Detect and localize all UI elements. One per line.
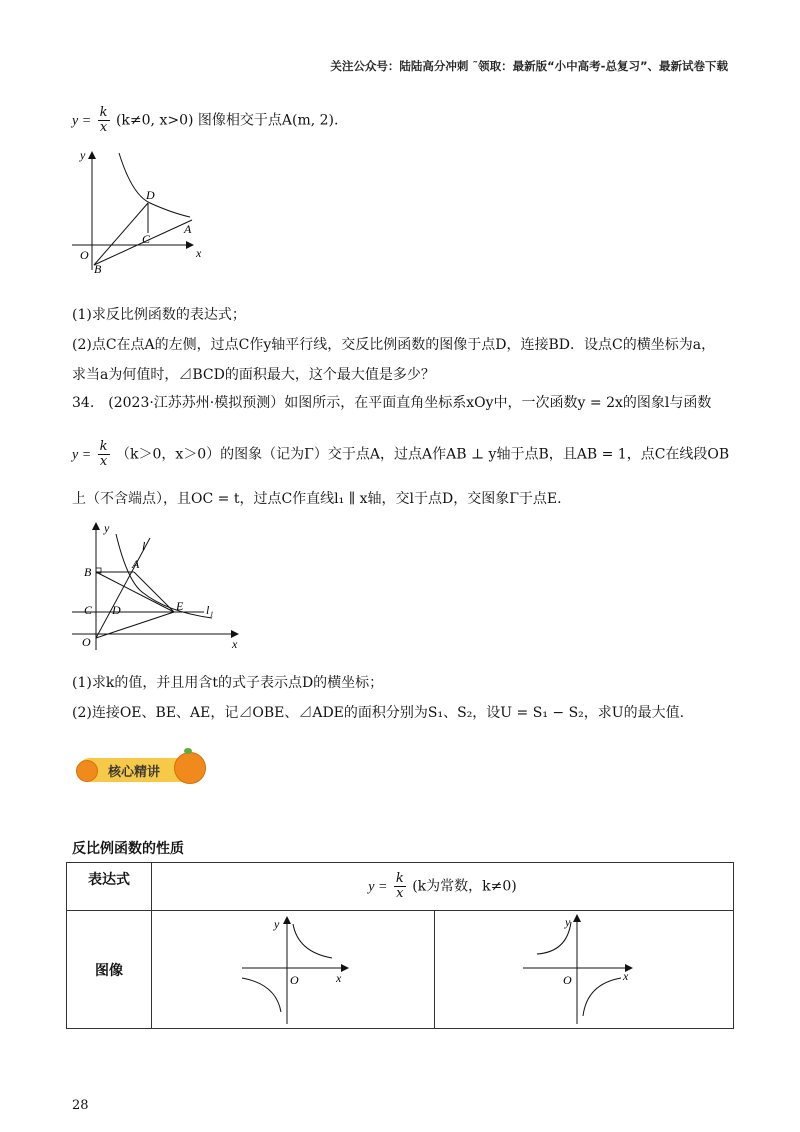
branch-quadrant-1 [293,924,332,958]
segment-ae [134,572,174,612]
condition: (k≠0, x>0) [115,112,194,129]
label-y: y [104,521,110,535]
label-x: x [623,968,629,983]
fraction-k-over-x [98,440,110,469]
segment-bd [94,203,148,265]
segment-be [96,572,174,612]
badge-label: 核心精讲 [108,765,161,780]
label-o: O [80,248,89,262]
problem34-line2 [72,440,729,469]
fraction-k-over-x [98,106,110,135]
fraction-denominator: x [99,454,108,469]
problem34-line3: 上（不含端点），且OC = t，过点C作直线l₁ ∥ x轴，交l于点D，交图象Γ于点E. [72,491,562,507]
label-b: B [84,565,92,579]
fraction-numerator: k [99,105,108,120]
graph-cell-negative-k [435,911,734,1029]
label-y: y [80,148,86,162]
problem33-function-line [72,106,338,135]
label-d: D [146,188,155,202]
expression-cell [152,863,734,911]
expr-lhs: y = [72,447,92,463]
page-number: 28 [72,1098,89,1113]
leaf-icon [184,748,192,754]
label-b: B [94,262,102,275]
label-o: O [290,972,299,987]
label-a: A [184,222,192,236]
core-lecture-badge [74,750,206,788]
graph-k-positive [152,912,434,1028]
fraction-numerator: k [395,871,404,886]
label-o: O [82,635,91,649]
graph-cell-positive-k [152,911,435,1029]
label-e: E [176,599,184,613]
problem33-q2-line1: (2)点C在点A的左侧，过点C作y轴平行线，交反比例函数的图像于点D，连接BD．设点C的横坐标为a， [72,337,716,353]
label-l: l [142,539,146,553]
expr-lhs: y = [72,113,92,129]
label-x: x [232,637,238,651]
label-y: y [274,916,280,931]
problem34-q1: (1)求k的值，并且用含t的式子表示点D的横坐标； [72,675,384,691]
label-c: C [142,232,151,246]
expr-lhs: y = [368,879,388,895]
problem33-figure [72,145,212,275]
problem34-q2: (2)连接OE、BE、AE，记⊿OBE、⊿ADE的面积分别为S₁、S₂，设U = S₁ − S₂，求U的最大值. [72,705,685,721]
fraction-k-over-x [394,872,406,901]
problem34-line1: 34. (2023·江苏苏州·模拟预测）如图所示，在平面直角坐标系xOy中，一次函数y = 2x的图象l与函数 [72,395,712,411]
label-d: D [112,603,121,617]
table-row-expression [67,863,734,911]
problem33-q2-line2: 求当a为何值时，⊿BCD的面积最大，这个最大值是多少？ [72,367,435,383]
graph-k-negative [435,912,731,1028]
label-l1: l₁ [206,603,214,617]
label-x: x [336,970,342,985]
label-y: y [565,914,571,929]
problem33-q1: (1)求反比例函数的表达式； [72,307,246,323]
fraction-numerator: k [99,439,108,454]
intersection-text: 图像相交于点A(m, 2). [197,112,339,129]
fraction-denominator: x [396,886,404,901]
branch-quadrant-4 [583,978,621,1016]
label-x: x [196,246,202,260]
label-c: C [84,603,93,617]
expr-condition: (k为常数，k≠0) [412,878,517,895]
label-o: O [563,972,572,987]
orange-icon-left [76,760,98,782]
page-header: 关注公众号：陆陆高分冲刺 ˜领取：最新版“小中高考-总复习”、最新试卷下载 [330,59,728,73]
properties-table [66,862,734,1029]
label-a: A [132,557,140,571]
hyperbola-gamma [116,534,212,618]
table-row-graph [67,911,734,1029]
fraction-denominator: x [99,120,108,135]
hyperbola-curve [119,153,190,217]
condition-text: （k＞0，x＞0）的图象（记为Γ）交于点A，过点A作AB ⊥ y轴于点B，且AB = 1，点C在线段OB [115,446,730,463]
row-header-expression: 表达式 [67,863,152,911]
problem34-figure [72,520,247,655]
branch-quadrant-3 [242,978,281,1012]
row-header-graph: 图像 [67,911,152,1029]
section-title: 反比例函数的性质 [72,841,184,857]
orange-icon-right [174,752,206,784]
